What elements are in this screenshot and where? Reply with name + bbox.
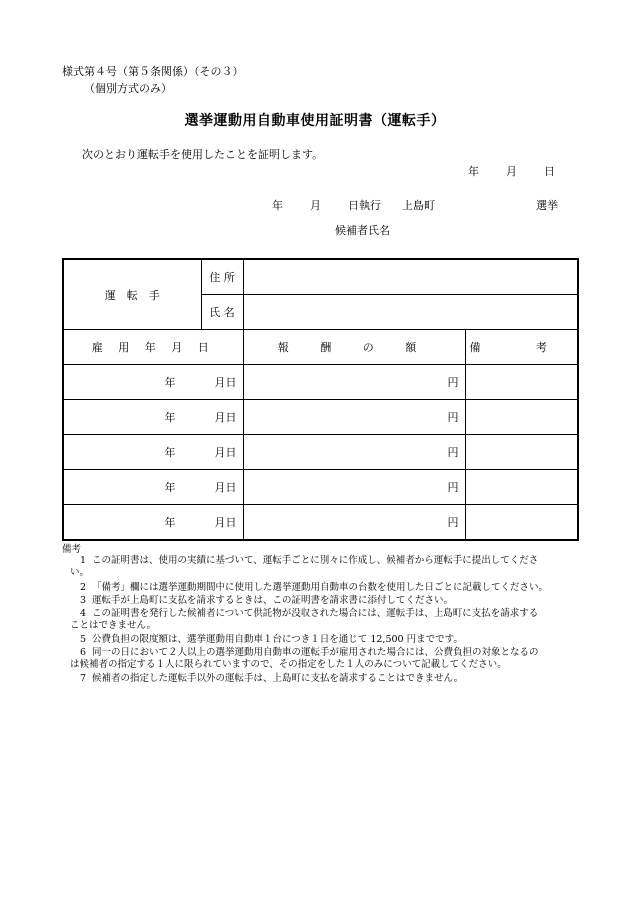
amount-cell[interactable]: 円	[243, 400, 465, 435]
candidate-name-label: 候補者氏名	[335, 224, 390, 237]
note-continuation: い。	[70, 567, 90, 578]
address-field[interactable]	[243, 259, 578, 295]
note-item	[62, 582, 576, 594]
table-row	[63, 435, 578, 470]
amount-cell[interactable]: 円	[243, 505, 465, 541]
amount-cell[interactable]: 円	[243, 365, 465, 400]
note-item	[62, 634, 576, 646]
employment-date-cell[interactable]	[63, 505, 243, 541]
note-cell[interactable]	[465, 470, 578, 505]
date-month-label: 月	[506, 165, 517, 178]
address-label: 住 所	[201, 259, 243, 295]
note-number: 1	[79, 555, 86, 566]
note-text: 「備考」欄には選挙運動期間中に使用した選挙運動用自動車の台数を使用した日ごとに記載してください。	[92, 582, 549, 593]
table-row	[63, 365, 578, 400]
amount-cell[interactable]: 円	[243, 435, 465, 470]
note-item	[62, 673, 576, 685]
note-cell[interactable]	[465, 400, 578, 435]
note-cell[interactable]	[465, 505, 578, 541]
form-subtitle: （個別方式のみ）	[84, 82, 172, 95]
date-day-label: 日	[544, 165, 555, 178]
table-row	[63, 505, 578, 541]
exec-year-label: 年	[272, 199, 283, 212]
employment-date-cell[interactable]	[63, 470, 243, 505]
note-text: 運転手が上島町に支払を請求するときは、この証明書を請求書に添付してください。	[92, 595, 454, 606]
employment-date-cell[interactable]	[63, 435, 243, 470]
year-label: 年	[164, 376, 176, 389]
exec-month-label: 月	[310, 199, 321, 212]
note-number: 7	[79, 673, 86, 684]
year-label: 年	[164, 446, 176, 459]
column-header-row	[63, 330, 578, 365]
employment-date-header: 雇 用 年 月 日	[63, 330, 243, 365]
note-text: 同一の日において２人以上の選挙運動用自動車の運転手が雇用された場合には、公費負担の対象となるの	[92, 647, 539, 658]
day-label: 日	[225, 516, 237, 529]
note-text: 候補者の指定した運転手以外の運転手は、上島町に支払を請求することはできません。	[92, 673, 464, 684]
document-title: 選挙運動用自動車使用証明書（運転手）	[184, 113, 446, 129]
notes-heading: 備考	[62, 544, 82, 555]
note-number: 2	[79, 582, 86, 593]
note-text: この証明書を発行した候補者について供託物が没収された場合には、運転手は、上島町に支払を請求する	[92, 608, 539, 619]
driver-form-table	[62, 258, 579, 541]
name-label: 氏 名	[201, 295, 243, 330]
notes-header: 備 考	[465, 330, 578, 365]
note-number: 6	[79, 647, 86, 658]
note-number: 5	[79, 634, 86, 645]
driver-label: 運 転 手	[63, 259, 201, 330]
date-year-label: 年	[468, 165, 479, 178]
name-field[interactable]	[243, 295, 578, 330]
note-continuation: ことはできません。	[70, 620, 157, 631]
note-text: この証明書は、使用の実績に基づいて、運転手ごとに別々に作成し、候補者から運転手に提出してくださ	[92, 555, 539, 566]
employment-date-cell[interactable]	[63, 400, 243, 435]
table-row	[63, 400, 578, 435]
note-number: 3	[79, 595, 86, 606]
intro-text: 次のとおり運転手を使用したことを証明します。	[82, 148, 324, 161]
month-label: 月	[214, 516, 226, 529]
day-label: 日	[225, 411, 237, 424]
certification-date	[468, 163, 555, 179]
year-label: 年	[164, 516, 176, 529]
note-number: 4	[79, 608, 86, 619]
note-item	[62, 555, 576, 579]
election-label: 選挙	[536, 199, 558, 212]
exec-day-label: 日執行	[348, 199, 381, 212]
month-label: 月	[214, 411, 226, 424]
note-item	[62, 647, 576, 671]
note-cell[interactable]	[465, 435, 578, 470]
day-label: 日	[225, 446, 237, 459]
note-cell[interactable]	[465, 365, 578, 400]
note-item	[62, 595, 576, 607]
month-label: 月	[214, 446, 226, 459]
employment-date-cell[interactable]	[63, 365, 243, 400]
amount-header: 報 酬 の 額	[243, 330, 465, 365]
town-name: 上島町	[402, 199, 435, 212]
note-text: 公費負担の限度額は、選挙運動用自動車１台につき１日を通じて 12,500 円までです。	[92, 634, 463, 645]
amount-cell[interactable]: 円	[243, 470, 465, 505]
note-item	[62, 608, 576, 632]
year-label: 年	[164, 481, 176, 494]
month-label: 月	[214, 481, 226, 494]
driver-address-row	[63, 259, 578, 295]
form-number: 様式第４号（第５条関係）（その３）	[62, 65, 244, 78]
year-label: 年	[164, 411, 176, 424]
day-label: 日	[225, 481, 237, 494]
execution-line	[272, 197, 435, 213]
note-continuation: は候補者の指定する１人に限られていますので、その指定をした１人のみについて記載してください。	[70, 659, 507, 670]
day-label: 日	[225, 376, 237, 389]
table-row	[63, 470, 578, 505]
month-label: 月	[214, 376, 226, 389]
